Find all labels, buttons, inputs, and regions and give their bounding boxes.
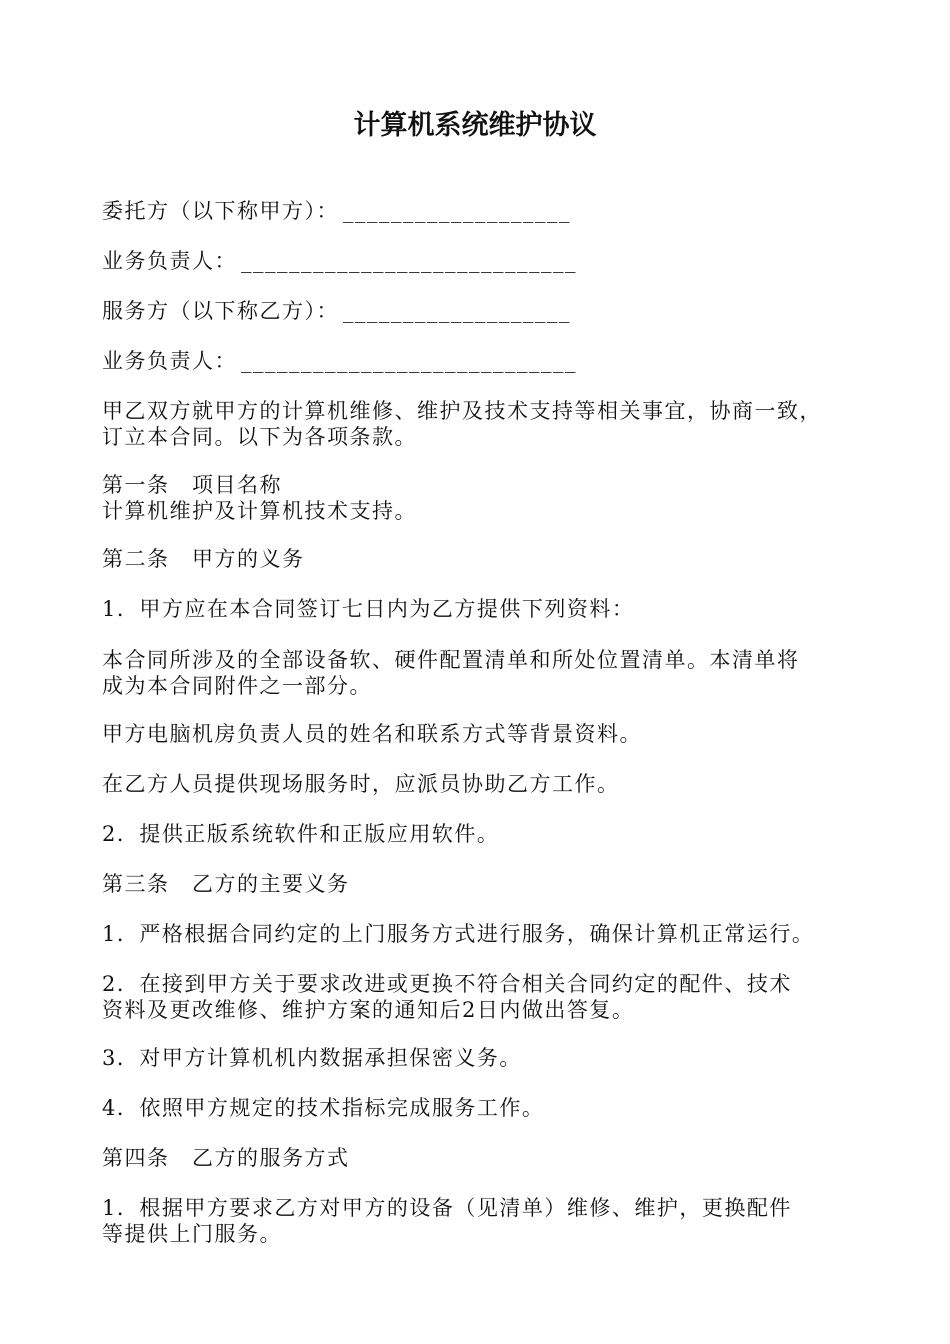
article2-item2: 2．提供正版系统软件和正版应用软件。: [102, 822, 500, 846]
client-manager-blank: ____________________________: [241, 249, 577, 273]
client-field: [102, 198, 862, 225]
article1-heading: 第一条 项目名称: [102, 473, 282, 497]
provider-manager-blank: ____________________________: [241, 349, 577, 373]
article4-item1-line1: 1．根据甲方要求乙方对甲方的设备（见清单）维修、维护，更换配件: [102, 1196, 792, 1220]
client-blank: ___________________: [343, 199, 571, 223]
article2-heading: 第二条 甲方的义务: [102, 547, 305, 571]
intro-line-1: 甲乙双方就甲方的计算机维修、维护及技术支持等相关事宜，协商一致，: [102, 399, 822, 423]
article3-item4: 4．依照甲方规定的技术指标完成服务工作。: [102, 1096, 545, 1120]
client-label: 委托方（以下称甲方）：: [102, 199, 339, 223]
article2-sub1-line1: 本合同所涉及的全部设备软、硬件配置清单和所处位置清单。本清单将: [102, 648, 800, 672]
client-manager-field: [102, 248, 862, 275]
document-title: 计算机系统维护协议: [353, 110, 597, 141]
provider-field: [102, 298, 862, 325]
article4-heading: 第四条 乙方的服务方式: [102, 1146, 350, 1170]
article2-sub1-line2: 成为本合同附件之一部分。: [102, 674, 372, 698]
article3-item2-line1: 2．在接到甲方关于要求改进或更换不符合相关合同约定的配件、技术: [102, 972, 792, 996]
provider-label: 服务方（以下称乙方）：: [102, 299, 339, 323]
client-manager-label: 业务负责人：: [102, 249, 237, 273]
article2-sub2: 甲方电脑机房负责人员的姓名和联系方式等背景资料。: [102, 722, 642, 746]
article3-heading: 第三条 乙方的主要义务: [102, 872, 350, 896]
intro-line-2: 订立本合同。以下为各项条款。: [102, 425, 417, 449]
article3-item3: 3．对甲方计算机机内数据承担保密义务。: [102, 1046, 522, 1070]
article2-item1: 1．甲方应在本合同签订七日内为乙方提供下列资料：: [102, 597, 635, 621]
article2-sub3: 在乙方人员提供现场服务时，应派员协助乙方工作。: [102, 772, 620, 796]
provider-manager-field: [102, 348, 862, 375]
article4-item1-line2: 等提供上门服务。: [102, 1222, 282, 1246]
article3-item1: 1．严格根据合同约定的上门服务方式进行服务，确保计算机正常运行。: [102, 922, 815, 946]
provider-blank: ___________________: [343, 299, 571, 323]
provider-manager-label: 业务负责人：: [102, 349, 237, 373]
article3-item2-line2: 资料及更改维修、维护方案的通知后2日内做出答复。: [102, 998, 635, 1022]
article1-body: 计算机维护及计算机技术支持。: [102, 499, 417, 523]
